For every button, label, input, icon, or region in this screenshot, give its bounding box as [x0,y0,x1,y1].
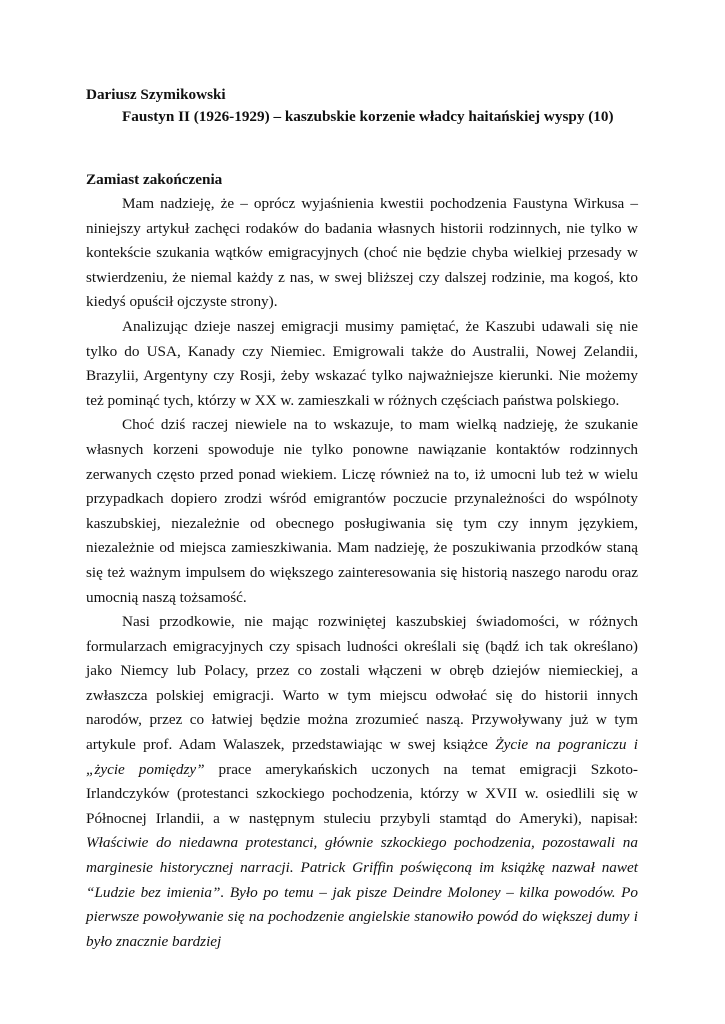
paragraph-3: Choć dziś raczej niewiele na to wskazuje, to mam wielką nadzieję, że szukanie własnych korzeni spowoduje nie tylko ponowne nawiązanie kontaktów rodzinnych zerwanych często przed ponad wiekiem. Liczę również na to, iż umocni lub też w wielu przypadkach dopiero zrodzi wśród emigrantów poczucie przynależności do wspólnoty kaszubskiej, niezależnie od obecnego posługiwania się tym czy innym językiem, niezależnie od miejsca zamieszkiwania. Mam nadzieję, że poszukiwania przodków staną się też ważnym impulsem do większego zainteresowania się historią naszego narodu oraz umocnią naszą tożsamość. [86,416,638,606]
quotation: Właściwie do niedawna protestanci, głównie szkockiego pochodzenia, pozostawali na marginesie historycznej narracji. Patrick Griffin poświęconą im książkę nazwał nawet “Ludzie bez imienia”. Było po temu – jak pisze Deindre Moloney – kilka powodów. Po pierwsze powoływanie się na pochodzenie angielskie stanowiło powód do większej dumy i było znacznie bardziej [86,834,638,950]
paragraph-2: Analizując dzieje naszej emigracji musimy pamiętać, że Kaszubi udawali się nie tylko do USA, Kanady czy Niemiec. Emigrowali także do Australii, Nowej Zelandii, Brazylii, Argentyny czy Rosji, żeby wskazać tylko najważniejsze kierunki. Nie możemy też pominąć tych, którzy w XX w. zamieszkali w różnych częściach państwa polskiego. [86,317,638,409]
book-title: Życie na pograniczu i „życie pomiędzy” [86,736,639,778]
paragraph-1: Mam nadzieję, że – oprócz wyjaśnienia kwestii pochodzenia Faustyna Wirkusa – niniejszy artykuł zachęci rodaków do badania własnych historii rodzinnych, nie tylko w kontekście szukania wątków emigracyjnych (choć nie będzie chyba wielkiej przesady w stwierdzeniu, że niemal każdy z nas, w swej bliższej czy dalszej rodzinie, ma kogoś, kto kiedyś opuścił ojczyste strony). [86,195,638,311]
paragraph-4-text-a: Nasi przodkowie, nie mając rozwiniętej kaszubskiej świadomości, w różnych formularzach emigracyjnych czy spisach ludności określali się (bądź ich tak określano) jako Niemcy lub Polacy, przez co zostali włączeni w obręb dziejów niemieckiej, a zwłaszcza polskiej emigracji. Warto w tym miejscu odwołać się do historii innych narodów, przez co łatwiej będzie można zrozumieć naszą. Przywoływany już w tym artykule prof. Adam Walaszek, przedstawiając w swej książce [86,613,638,754]
section-heading: Zamiast zakończenia [86,171,223,188]
paragraph-4 [86,610,639,950]
paragraph-4-text-b: prace amerykańskich uczonych na temat emigracji Szkoto-Irlandczyków (protestanci szkockiego pochodzenia, którzy w XVII w. osiedlili się w Północnej Irlandii, a w następnym stuleciu przybyli stamtąd do Ameryki), napisał: [86,760,638,827]
author-name: Dariusz Szymikowski [86,86,226,103]
article-title: Faustyn II (1926-1929) – kaszubskie korzenie władcy haitańskiej wyspy (10) [122,108,614,125]
document-page [86,84,639,950]
